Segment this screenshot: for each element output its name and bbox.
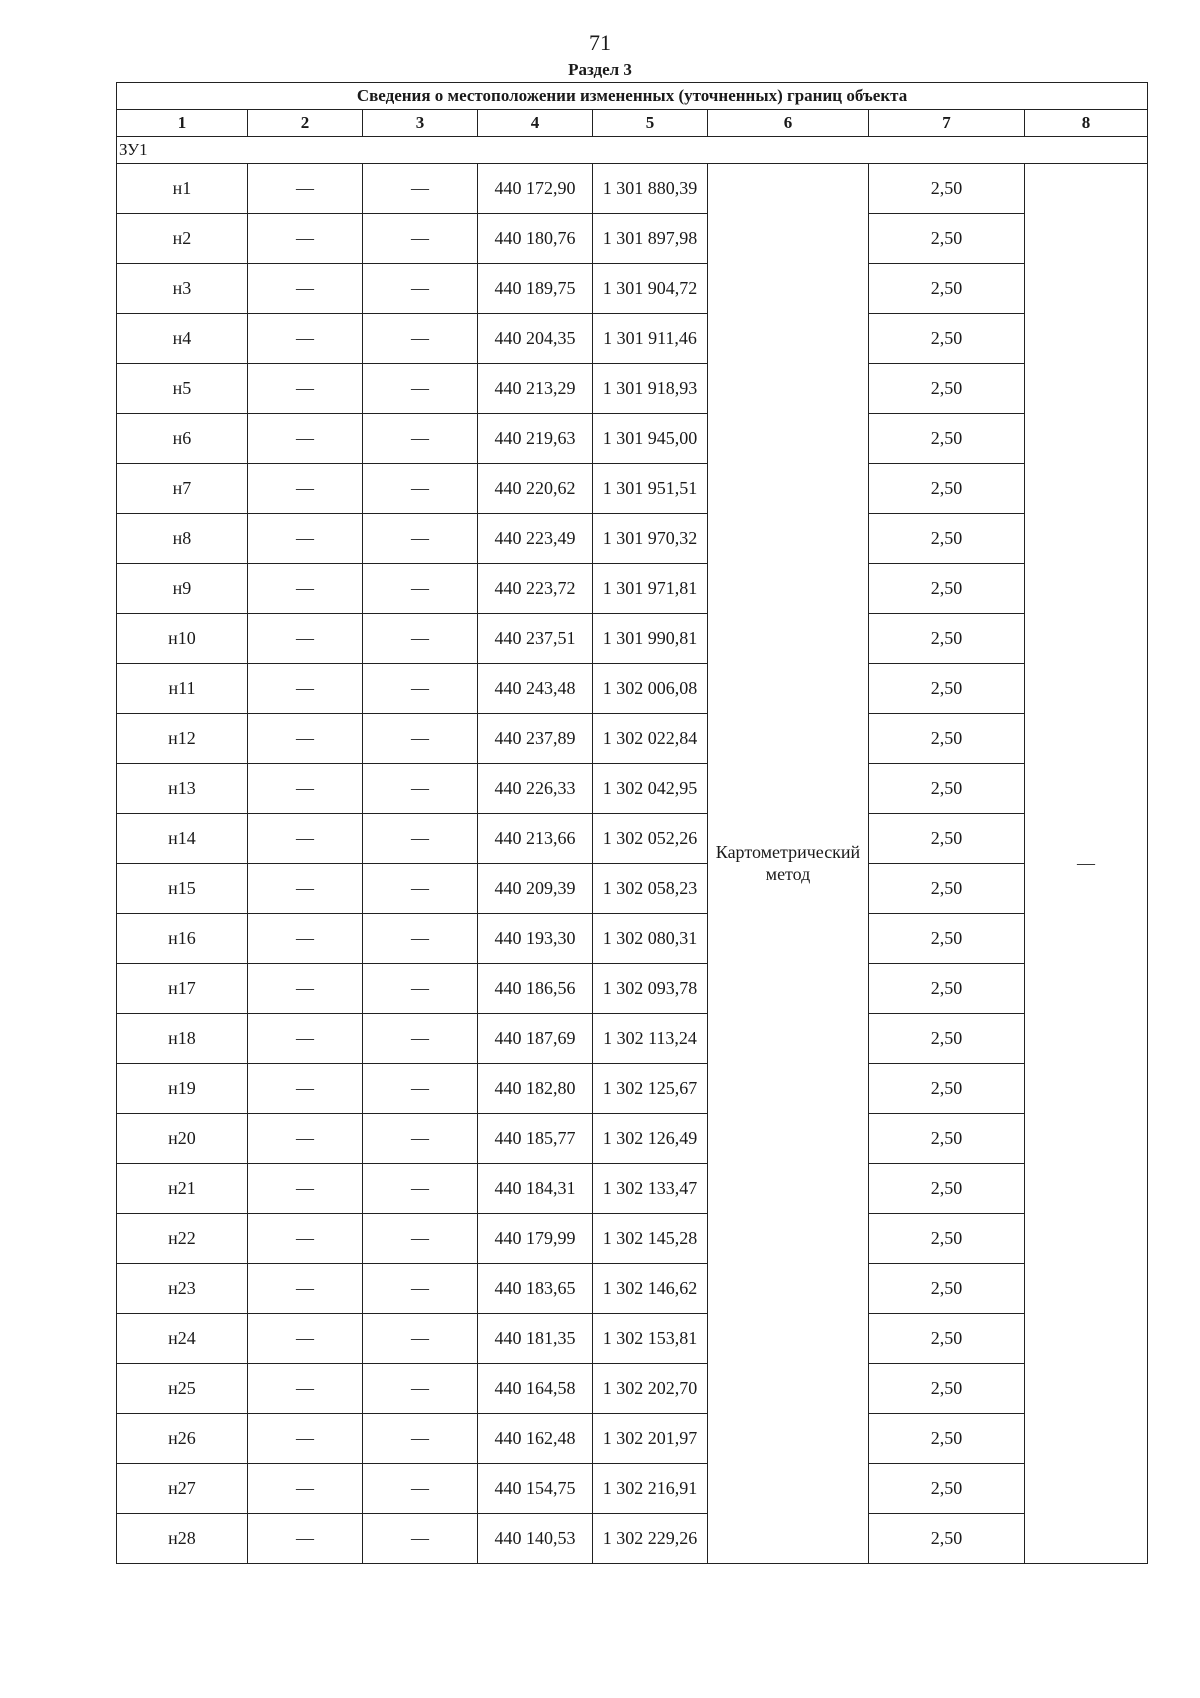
x-coordinate-cell: 440 140,53 [478, 1514, 593, 1564]
column-2-cell: — [248, 814, 363, 864]
column-3-cell: — [363, 1114, 478, 1164]
y-coordinate-cell: 1 301 911,46 [593, 314, 708, 364]
x-coordinate-cell: 440 180,76 [478, 214, 593, 264]
column-3-cell: — [363, 264, 478, 314]
column-3-cell: — [363, 1314, 478, 1364]
column-number: 4 [478, 110, 593, 137]
column-3-cell: — [363, 964, 478, 1014]
x-coordinate-cell: 440 183,65 [478, 1264, 593, 1314]
accuracy-cell: 2,50 [869, 264, 1025, 314]
y-coordinate-cell: 1 301 897,98 [593, 214, 708, 264]
column-2-cell: — [248, 464, 363, 514]
column-3-cell: — [363, 514, 478, 564]
point-name-cell: н15 [117, 864, 248, 914]
point-name-cell: н23 [117, 1264, 248, 1314]
column-2-cell: — [248, 864, 363, 914]
y-coordinate-cell: 1 301 945,00 [593, 414, 708, 464]
column-3-cell: — [363, 1364, 478, 1414]
column-8-cell: — [1025, 164, 1148, 1564]
table-row [117, 814, 1148, 864]
y-coordinate-cell: 1 302 153,81 [593, 1314, 708, 1364]
table-row [117, 764, 1148, 814]
point-name-cell: н8 [117, 514, 248, 564]
column-3-cell: — [363, 1514, 478, 1564]
table-row [117, 514, 1148, 564]
column-2-cell: — [248, 1514, 363, 1564]
accuracy-cell: 2,50 [869, 714, 1025, 764]
point-name-cell: н26 [117, 1414, 248, 1464]
x-coordinate-cell: 440 237,89 [478, 714, 593, 764]
table-row [117, 1414, 1148, 1464]
accuracy-cell: 2,50 [869, 1414, 1025, 1464]
table-row [117, 1014, 1148, 1064]
table-row [117, 864, 1148, 914]
table-row [117, 714, 1148, 764]
y-coordinate-cell: 1 302 133,47 [593, 1164, 708, 1214]
y-coordinate-cell: 1 302 113,24 [593, 1014, 708, 1064]
point-name-cell: н5 [117, 364, 248, 414]
accuracy-cell: 2,50 [869, 1214, 1025, 1264]
table-row [117, 364, 1148, 414]
column-2-cell: — [248, 964, 363, 1014]
x-coordinate-cell: 440 193,30 [478, 914, 593, 964]
column-number: 1 [117, 110, 248, 137]
accuracy-cell: 2,50 [869, 764, 1025, 814]
point-name-cell: н12 [117, 714, 248, 764]
column-number: 6 [708, 110, 869, 137]
accuracy-cell: 2,50 [869, 164, 1025, 214]
y-coordinate-cell: 1 302 006,08 [593, 664, 708, 714]
x-coordinate-cell: 440 243,48 [478, 664, 593, 714]
table-row [117, 1064, 1148, 1114]
point-name-cell: н28 [117, 1514, 248, 1564]
column-2-cell: — [248, 664, 363, 714]
x-coordinate-cell: 440 182,80 [478, 1064, 593, 1114]
column-number: 7 [869, 110, 1025, 137]
accuracy-cell: 2,50 [869, 1064, 1025, 1114]
accuracy-cell: 2,50 [869, 314, 1025, 364]
column-2-cell: — [248, 764, 363, 814]
table-row [117, 664, 1148, 714]
point-name-cell: н17 [117, 964, 248, 1014]
x-coordinate-cell: 440 223,49 [478, 514, 593, 564]
column-3-cell: — [363, 664, 478, 714]
x-coordinate-cell: 440 172,90 [478, 164, 593, 214]
y-coordinate-cell: 1 302 052,26 [593, 814, 708, 864]
column-3-cell: — [363, 714, 478, 764]
column-3-cell: — [363, 214, 478, 264]
column-3-cell: — [363, 564, 478, 614]
table-caption-row [117, 83, 1148, 110]
column-3-cell: — [363, 1264, 478, 1314]
table-row [117, 164, 1148, 214]
accuracy-cell: 2,50 [869, 614, 1025, 664]
x-coordinate-cell: 440 223,72 [478, 564, 593, 614]
column-3-cell: — [363, 314, 478, 364]
column-3-cell: — [363, 864, 478, 914]
column-3-cell: — [363, 764, 478, 814]
table-row [117, 564, 1148, 614]
column-3-cell: — [363, 614, 478, 664]
column-3-cell: — [363, 1414, 478, 1464]
y-coordinate-cell: 1 302 146,62 [593, 1264, 708, 1314]
point-name-cell: н27 [117, 1464, 248, 1514]
x-coordinate-cell: 440 220,62 [478, 464, 593, 514]
column-2-cell: — [248, 614, 363, 664]
page-number: 71 [589, 30, 611, 55]
accuracy-cell: 2,50 [869, 364, 1025, 414]
table-caption: Сведения о местоположении измененных (уточненных) границ объекта [117, 83, 1148, 110]
table-row [117, 1514, 1148, 1564]
x-coordinate-cell: 440 189,75 [478, 264, 593, 314]
x-coordinate-cell: 440 219,63 [478, 414, 593, 464]
x-coordinate-cell: 440 185,77 [478, 1114, 593, 1164]
table-row [117, 314, 1148, 364]
y-coordinate-cell: 1 301 904,72 [593, 264, 708, 314]
column-number: 8 [1025, 110, 1148, 137]
column-2-cell: — [248, 1064, 363, 1114]
column-2-cell: — [248, 214, 363, 264]
y-coordinate-cell: 1 301 971,81 [593, 564, 708, 614]
accuracy-cell: 2,50 [869, 1114, 1025, 1164]
table-row [117, 614, 1148, 664]
column-2-cell: — [248, 1314, 363, 1364]
column-numbers-row [117, 110, 1148, 137]
column-3-cell: — [363, 464, 478, 514]
column-number: 5 [593, 110, 708, 137]
accuracy-cell: 2,50 [869, 1464, 1025, 1514]
accuracy-cell: 2,50 [869, 914, 1025, 964]
x-coordinate-cell: 440 237,51 [478, 614, 593, 664]
y-coordinate-cell: 1 302 216,91 [593, 1464, 708, 1514]
x-coordinate-cell: 440 164,58 [478, 1364, 593, 1414]
x-coordinate-cell: 440 204,35 [478, 314, 593, 364]
point-name-cell: н6 [117, 414, 248, 464]
column-2-cell: — [248, 264, 363, 314]
accuracy-cell: 2,50 [869, 1514, 1025, 1564]
point-name-cell: н21 [117, 1164, 248, 1214]
column-2-cell: — [248, 564, 363, 614]
accuracy-cell: 2,50 [869, 514, 1025, 564]
y-coordinate-cell: 1 302 126,49 [593, 1114, 708, 1164]
column-2-cell: — [248, 1364, 363, 1414]
point-name-cell: н9 [117, 564, 248, 614]
accuracy-cell: 2,50 [869, 214, 1025, 264]
column-3-cell: — [363, 814, 478, 864]
point-name-cell: н24 [117, 1314, 248, 1364]
object-label: ЗУ1 [117, 137, 1148, 164]
column-2-cell: — [248, 1014, 363, 1064]
y-coordinate-cell: 1 302 145,28 [593, 1214, 708, 1264]
column-number: 3 [363, 110, 478, 137]
x-coordinate-cell: 440 226,33 [478, 764, 593, 814]
y-coordinate-cell: 1 301 990,81 [593, 614, 708, 664]
column-3-cell: — [363, 164, 478, 214]
y-coordinate-cell: 1 302 093,78 [593, 964, 708, 1014]
point-name-cell: н10 [117, 614, 248, 664]
accuracy-cell: 2,50 [869, 864, 1025, 914]
column-2-cell: — [248, 364, 363, 414]
point-name-cell: н19 [117, 1064, 248, 1114]
table-row [117, 964, 1148, 1014]
point-name-cell: н3 [117, 264, 248, 314]
table-row [117, 464, 1148, 514]
table-row [117, 1214, 1148, 1264]
column-3-cell: — [363, 1014, 478, 1064]
column-3-cell: — [363, 914, 478, 964]
point-name-cell: н7 [117, 464, 248, 514]
section-title: Раздел 3 [568, 60, 632, 79]
point-name-cell: н18 [117, 1014, 248, 1064]
y-coordinate-cell: 1 301 880,39 [593, 164, 708, 214]
x-coordinate-cell: 440 184,31 [478, 1164, 593, 1214]
method-cell: Картометрический метод [708, 164, 869, 1564]
object-label-row [117, 137, 1148, 164]
x-coordinate-cell: 440 179,99 [478, 1214, 593, 1264]
table-row [117, 414, 1148, 464]
table-row [117, 1114, 1148, 1164]
y-coordinate-cell: 1 302 229,26 [593, 1514, 708, 1564]
column-2-cell: — [248, 1164, 363, 1214]
y-coordinate-cell: 1 301 951,51 [593, 464, 708, 514]
column-2-cell: — [248, 914, 363, 964]
y-coordinate-cell: 1 302 202,70 [593, 1364, 708, 1414]
point-name-cell: н11 [117, 664, 248, 714]
table-row [117, 1164, 1148, 1214]
accuracy-cell: 2,50 [869, 464, 1025, 514]
y-coordinate-cell: 1 302 058,23 [593, 864, 708, 914]
column-3-cell: — [363, 1164, 478, 1214]
accuracy-cell: 2,50 [869, 964, 1025, 1014]
point-name-cell: н25 [117, 1364, 248, 1414]
accuracy-cell: 2,50 [869, 664, 1025, 714]
column-2-cell: — [248, 1214, 363, 1264]
column-3-cell: — [363, 1464, 478, 1514]
accuracy-cell: 2,50 [869, 1364, 1025, 1414]
y-coordinate-cell: 1 302 022,84 [593, 714, 708, 764]
point-name-cell: н16 [117, 914, 248, 964]
column-3-cell: — [363, 414, 478, 464]
column-2-cell: — [248, 1114, 363, 1164]
column-2-cell: — [248, 1264, 363, 1314]
column-2-cell: — [248, 164, 363, 214]
column-2-cell: — [248, 314, 363, 364]
table-row [117, 264, 1148, 314]
point-name-cell: н4 [117, 314, 248, 364]
accuracy-cell: 2,50 [869, 1314, 1025, 1364]
boundary-table [116, 82, 1148, 1564]
column-2-cell: — [248, 514, 363, 564]
column-2-cell: — [248, 1414, 363, 1464]
point-name-cell: н22 [117, 1214, 248, 1264]
column-3-cell: — [363, 1064, 478, 1114]
accuracy-cell: 2,50 [869, 814, 1025, 864]
x-coordinate-cell: 440 186,56 [478, 964, 593, 1014]
table-row [117, 1364, 1148, 1414]
x-coordinate-cell: 440 213,66 [478, 814, 593, 864]
accuracy-cell: 2,50 [869, 1264, 1025, 1314]
x-coordinate-cell: 440 213,29 [478, 364, 593, 414]
column-2-cell: — [248, 714, 363, 764]
table-body [117, 83, 1148, 1564]
y-coordinate-cell: 1 302 125,67 [593, 1064, 708, 1114]
y-coordinate-cell: 1 301 970,32 [593, 514, 708, 564]
column-3-cell: — [363, 1214, 478, 1264]
column-2-cell: — [248, 414, 363, 464]
x-coordinate-cell: 440 187,69 [478, 1014, 593, 1064]
y-coordinate-cell: 1 301 918,93 [593, 364, 708, 414]
y-coordinate-cell: 1 302 080,31 [593, 914, 708, 964]
x-coordinate-cell: 440 162,48 [478, 1414, 593, 1464]
point-name-cell: н13 [117, 764, 248, 814]
table-row [117, 214, 1148, 264]
table-row [117, 1264, 1148, 1314]
point-name-cell: н14 [117, 814, 248, 864]
point-name-cell: н1 [117, 164, 248, 214]
x-coordinate-cell: 440 209,39 [478, 864, 593, 914]
x-coordinate-cell: 440 181,35 [478, 1314, 593, 1364]
accuracy-cell: 2,50 [869, 414, 1025, 464]
accuracy-cell: 2,50 [869, 564, 1025, 614]
y-coordinate-cell: 1 302 201,97 [593, 1414, 708, 1464]
point-name-cell: н20 [117, 1114, 248, 1164]
table-row [117, 914, 1148, 964]
accuracy-cell: 2,50 [869, 1164, 1025, 1214]
accuracy-cell: 2,50 [869, 1014, 1025, 1064]
column-2-cell: — [248, 1464, 363, 1514]
y-coordinate-cell: 1 302 042,95 [593, 764, 708, 814]
table-row [117, 1314, 1148, 1364]
column-number: 2 [248, 110, 363, 137]
column-3-cell: — [363, 364, 478, 414]
point-name-cell: н2 [117, 214, 248, 264]
x-coordinate-cell: 440 154,75 [478, 1464, 593, 1514]
table-row [117, 1464, 1148, 1514]
